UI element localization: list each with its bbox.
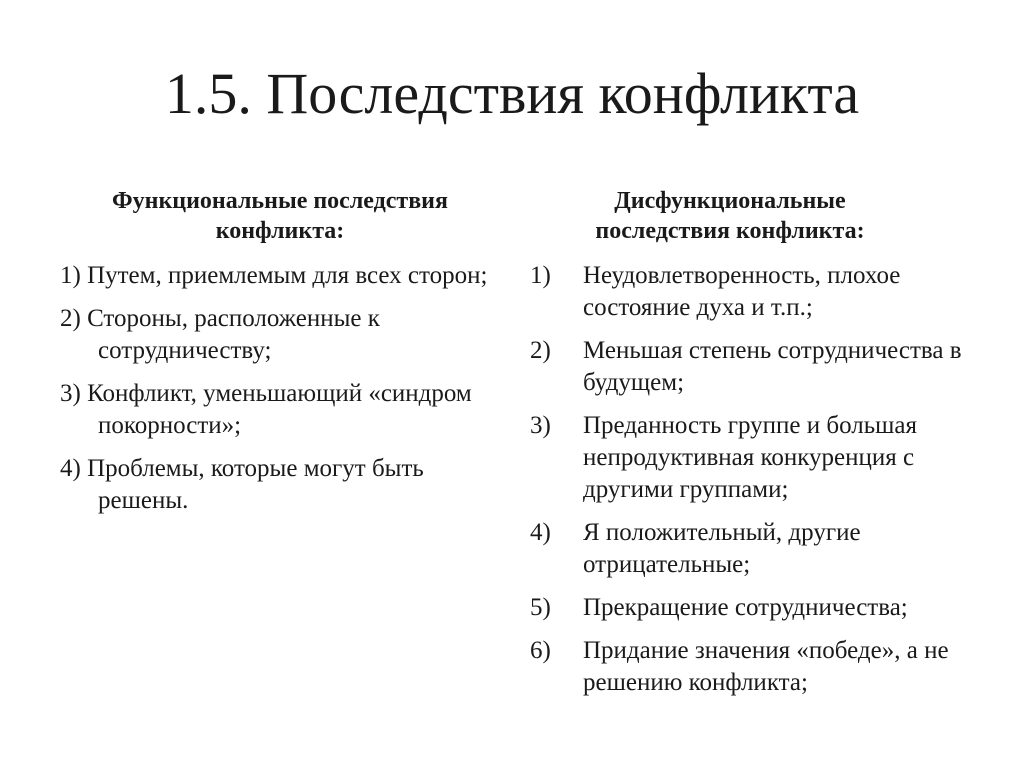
functional-item-4: 4) Проблемы, которые могут быть решены. (60, 455, 424, 514)
functional-consequences-column (60, 186, 500, 528)
dysfunctional-heading (530, 186, 930, 246)
functional-heading-line1: Функциональные последствия (112, 188, 448, 214)
item-number: 4) (530, 519, 551, 546)
functional-list (60, 260, 500, 517)
dysfunctional-list (530, 260, 1000, 699)
item-text: Преданность группе и большая непродуктивная конкуренция с другими группами; (583, 412, 917, 503)
dysfunctional-heading-line2: последствия конфликта: (595, 218, 865, 244)
item-text: Меньшая степень сотрудничества в будущем; (583, 337, 962, 396)
dysfunctional-item-5 (530, 592, 1000, 624)
functional-item-1: 1) Путем, приемлемым для всех сторон; (60, 262, 488, 289)
dysfunctional-item-6 (530, 635, 1000, 699)
dysfunctional-heading-line1: Дисфункциональные (614, 188, 846, 214)
dysfunctional-item-1 (530, 260, 1000, 324)
item-text: Я положительный, другие отрицательные; (583, 519, 861, 578)
functional-heading (60, 186, 500, 246)
item-number: 1) (530, 262, 551, 289)
item-number: 2) (530, 337, 551, 364)
item-text: Прекращение сотрудничества; (583, 594, 908, 621)
dysfunctional-item-4 (530, 517, 1000, 581)
slide-title: 1.5. Последствия конфликта (164, 61, 860, 126)
functional-item-3: 3) Конфликт, уменьшающий «синдром покорности»; (60, 380, 472, 439)
item-number: 3) (530, 412, 551, 439)
dysfunctional-item-2 (530, 335, 1000, 399)
item-number: 5) (530, 594, 551, 621)
item-text: Неудовлетворенность, плохое состояние духа и т.п.; (583, 262, 901, 321)
dysfunctional-item-3 (530, 410, 1000, 506)
item-number: 6) (530, 637, 551, 664)
functional-heading-line2: конфликта: (215, 218, 345, 244)
functional-item-2: 2) Стороны, расположенные к сотрудничеству; (60, 305, 380, 364)
dysfunctional-consequences-column (530, 186, 1000, 710)
item-text: Придание значения «победе», а не решению конфликта; (583, 637, 949, 696)
